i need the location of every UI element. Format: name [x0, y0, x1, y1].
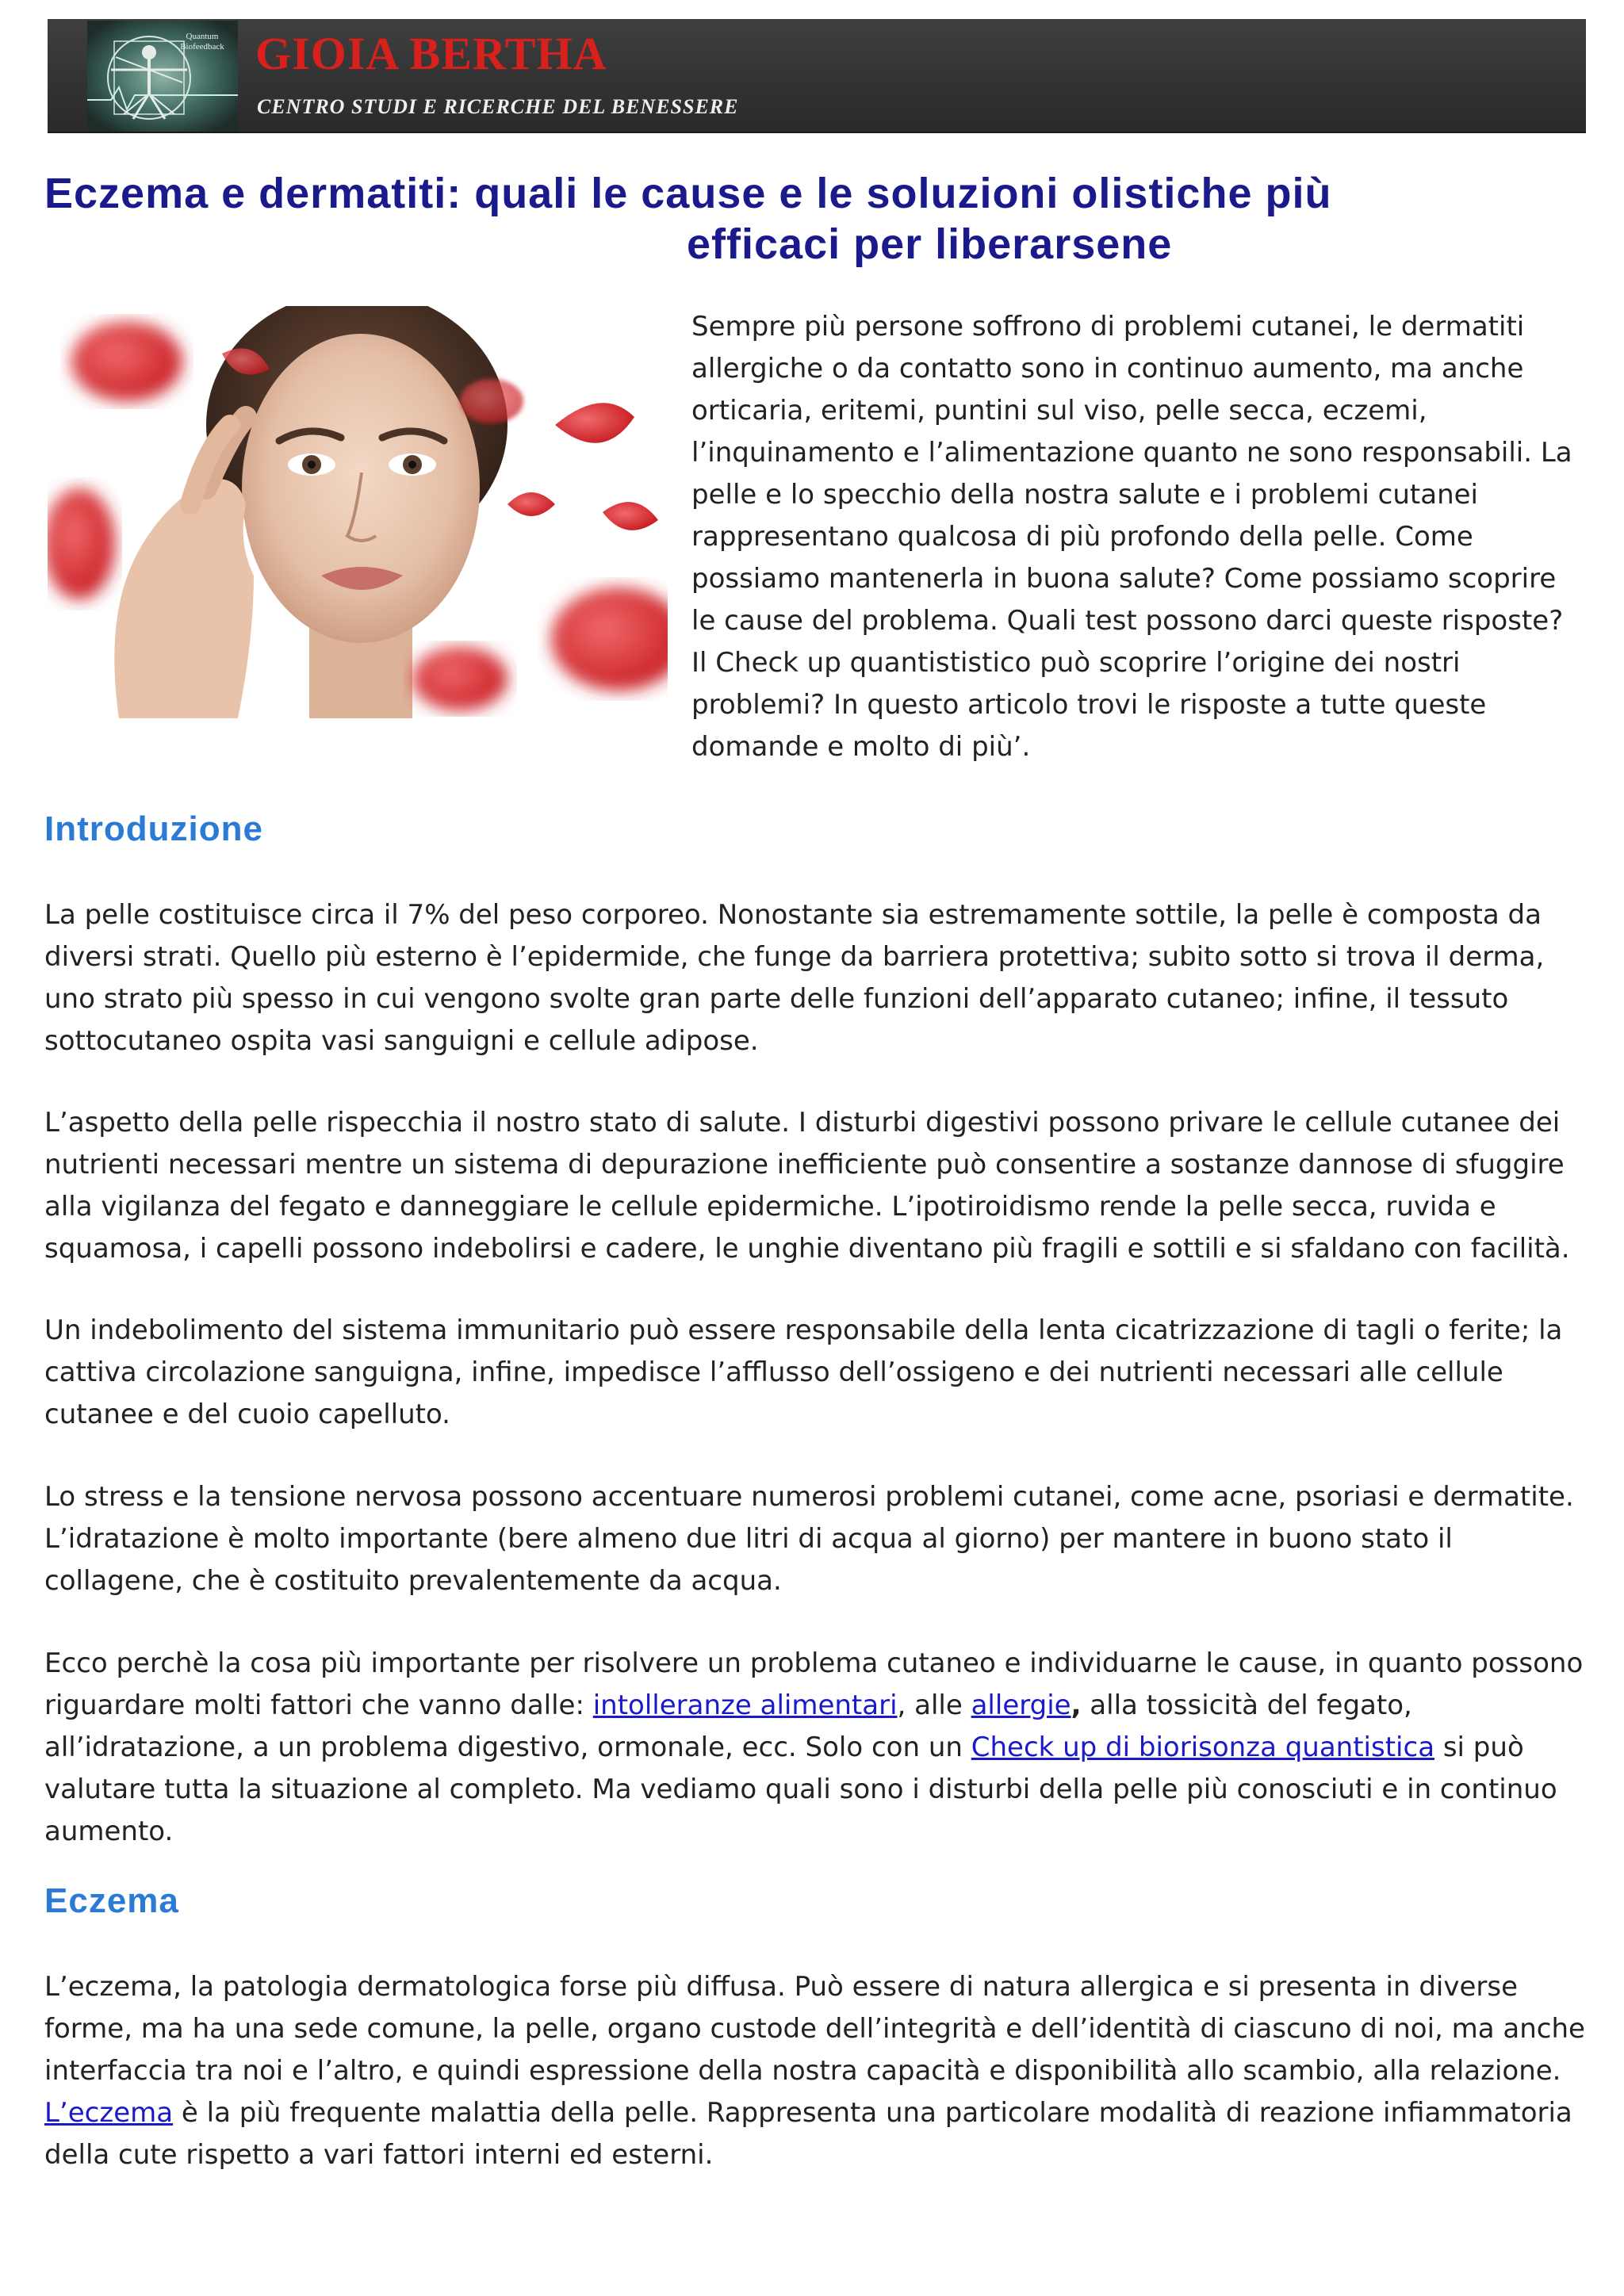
paragraph-immune-system: Un indebolimento del sistema immunitario può essere responsabile della lenta cicatrizzazione di tagli o ferite; la cattiva circolazione sanguigna, infine, impedisce l’afflusso dell’ossigeno e dei nutrienti necessari alle cellule cutanee e del cuoio capelluto.: [44, 1314, 1563, 1430]
intro-paragraph: Sempre più persone soffrono di problemi cutanei, le dermatiti allergiche o da contatto sono in continuo aumento, ma anche orticaria, eritemi, puntini sul viso, pelle secca, eczemi, l’inquinamento e l’alimentazione quanto ne sono responsabili. La pelle e lo specchio della nostra salute e i problemi cutanei rappresentano qualcosa di più profondo della pelle. Come possiamo mantenerla in buona salute? Come possiamo scoprire le cause del problema. Quali test possono darci queste risposte? Il Check up quantististico può scoprire l’origine dei nostri problemi? In questo articolo trovi le risposte a tutte queste domande e molto di più’.: [691, 311, 1572, 763]
eczema-text-1: L’eczema, la patologia dermatologica forse più diffusa. Può essere di natura allergica e si presenta in diverse forme, ma ha una sede comune, la pelle, organo custode dell’integrità e dell’identità di ciascuno di noi, ma anche interfaccia tra noi e l’altro, e quindi espressione della nostra capacità e disponibilità allo scambio, alla relazione.: [44, 1971, 1585, 2087]
brand-title[interactable]: GIOIA BERTHA: [255, 28, 607, 79]
article-title: [44, 168, 1586, 270]
causes-comma: ,: [1071, 1689, 1082, 1721]
heading-eczema: Eczema: [44, 1881, 179, 1920]
causes-text-2: , alle: [897, 1689, 971, 1721]
heading-introduzione: Introduzione: [44, 809, 263, 848]
logo-text: Quantum Biofeedback: [180, 32, 224, 52]
link-eczema[interactable]: L’eczema: [44, 2097, 174, 2129]
eczema-text-2: è la più frequente malattia della pelle. Rappresenta una particolare modalità di reazione infiammatoria della cute rispetto a vari fattori interni ed esterni.: [44, 2097, 1572, 2171]
site-logo[interactable]: [87, 21, 238, 132]
brand-subtitle: CENTRO STUDI E RICERCHE DEL BENESSERE: [257, 95, 739, 118]
paragraph-causes: [44, 1643, 1586, 1853]
link-check-up-biorisonanza[interactable]: Check up di biorisonza quantistica: [971, 1732, 1435, 1763]
paragraph-eczema-description: [44, 1966, 1586, 2176]
causes-text-1: Ecco perchè la cosa più importante per risolvere un problema cutaneo e individuarne le cause, in quanto possono riguardare molti fattori che vanno dalle:: [44, 1647, 1584, 1721]
site-header-banner: [48, 19, 1586, 133]
causes-text-4: si può valutare tutta la situazione al completo. Ma vediamo quali sono i disturbi della pelle più conosciuti e in continuo aumento.: [44, 1732, 1557, 1847]
paragraph-skin-layers: La pelle costituisce circa il 7% del peso corporeo. Nonostante sia estremamente sottile, la pelle è composta da diversi strati. Quello più esterno è l’epidermide, che funge da barriera protettiva; subito sotto si trova il derma, uno strato più spesso in cui vengono svolte gran parte delle funzioni dell’apparato cutaneo; infine, il tessuto sottocutaneo ospita vasi sanguigni e cellule adipose.: [44, 899, 1545, 1057]
paragraph-stress-hydration: Lo stress e la tensione nervosa possono accentuare numerosi problemi cutanei, come acne, psoriasi e dermatite. L’idratazione è molto importante (bere almeno due litri di acqua al giorno) per mantere in buono stato il collagene, che è costituito prevalentemente da acqua.: [44, 1481, 1574, 1597]
face-with-petals-image: [48, 306, 668, 718]
paragraph-skin-health: L’aspetto della pelle rispecchia il nostro stato di salute. I disturbi digestivi possono privare le cellule cutanee dei nutrienti necessari mentre un sistema di depurazione inefficiente può consentire a sostanze dannose di sfuggire alla vigilanza del fegato e danneggiare le cellule epidermiche. L’ipotiroidismo rende la pelle secca, ruvida e squamosa, i capelli possono indebolirsi e cadere, le unghie diventano più fragili e sottili e si sfaldano con facilità.: [44, 1107, 1570, 1265]
link-allergie[interactable]: allergie: [971, 1689, 1071, 1721]
article-intro: [44, 306, 1586, 768]
article-title-line-1: Eczema e dermatiti: quali le cause e le soluzioni olistiche più: [44, 170, 1332, 217]
causes-text-3: alla tossicità del fegato, all’idratazione, a un problema digestivo, ormonale, ecc. Solo con un: [44, 1689, 1412, 1763]
article-title-line-2: efficaci per liberarsene: [687, 220, 1173, 268]
hero-image-woman-petals: [48, 306, 668, 718]
link-intolleranze-alimentari[interactable]: intolleranze alimentari: [592, 1689, 898, 1721]
